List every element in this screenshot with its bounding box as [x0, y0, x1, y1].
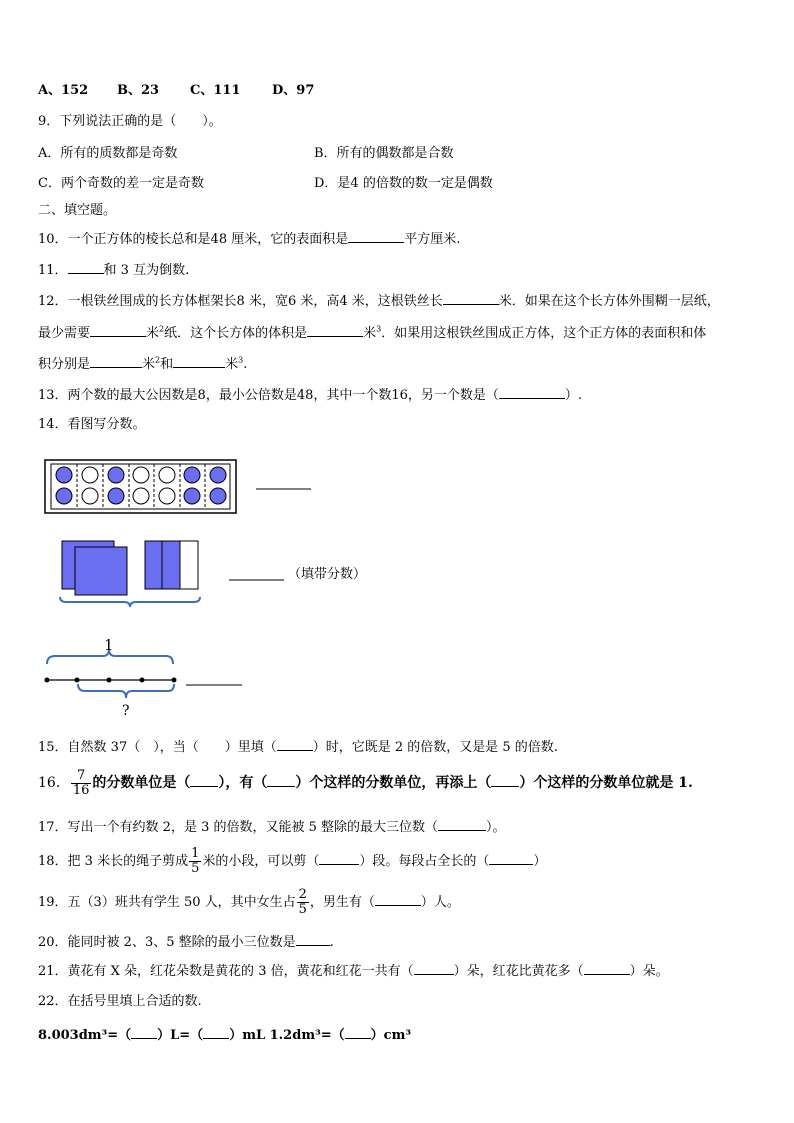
answer-blank[interactable] [489, 851, 533, 865]
q18 [38, 845, 546, 879]
answer-blank[interactable] [267, 773, 295, 787]
q16-text: ）个这样的分数单位，再添上（ [295, 775, 492, 791]
fraction [189, 847, 201, 876]
q12-text: ．如果用这根铁丝围成正方体，这个正方体的表面积和体 [381, 326, 707, 341]
filled-circle [210, 467, 226, 483]
q18-text: 米的小段，可以剪（ [202, 854, 320, 869]
q12-text: 积分别是 [38, 357, 91, 372]
q12-line2 [38, 323, 706, 343]
numerator: 2 [298, 887, 307, 902]
q19 [38, 886, 460, 920]
filled-strip [162, 541, 180, 589]
option-a: A、152 [38, 83, 89, 98]
q12-exponent: 3 [238, 355, 244, 365]
filled-circle [184, 488, 200, 504]
q17-text: ）。 [486, 820, 506, 835]
q12-text: 和 [160, 357, 174, 372]
answer-blank[interactable] [499, 385, 565, 399]
q18-text: ） [533, 854, 547, 869]
q20-text: 20．能同时被 2、3、5 整除的最小三位数是 [38, 935, 296, 950]
filled-square [75, 547, 127, 595]
q22-text: ）L=（ [157, 1028, 204, 1043]
q12-text: . [243, 357, 248, 372]
q9-option-b: B．所有的偶数都是合数 [314, 146, 454, 161]
filled-circle [56, 488, 72, 504]
q21-text: 21．黄花有 X 朵，红花朵数是黄花的 3 倍，黄花和红花一共有（ [38, 964, 414, 979]
option-d: D、97 [272, 83, 315, 98]
q10 [38, 229, 460, 249]
q12-line1 [38, 291, 720, 311]
q12-exponent: 3 [376, 324, 382, 334]
answer-blank[interactable] [584, 961, 630, 975]
denominator: 5 [298, 902, 307, 917]
q22-text: ）cm³ [370, 1028, 412, 1043]
answer-blank[interactable] [68, 260, 104, 274]
numerator: 1 [191, 846, 200, 861]
answer-blank[interactable] [131, 1025, 157, 1039]
q19-text: ）人。 [420, 895, 460, 910]
filled-circle [108, 488, 124, 504]
brace [60, 597, 200, 607]
filled-circle [56, 467, 72, 483]
answer-blank[interactable] [203, 1025, 229, 1039]
q12-unit: 米 [146, 326, 160, 341]
bottom-brace [78, 684, 174, 698]
q22-stem: 22．在括号里填上合适的数. [38, 994, 202, 1009]
answer-blank[interactable] [345, 1025, 371, 1039]
q18-text: ）段。每段占全长的（ [359, 854, 490, 869]
q22-text: 8.003dm³=（ [38, 1028, 132, 1043]
denominator: 5 [191, 861, 200, 876]
q16-text: ），有（ [218, 775, 268, 791]
tick-dot [107, 678, 112, 683]
q13-text: ）. [564, 388, 583, 403]
q19-text: ，男生有（ [309, 895, 375, 910]
q9-stem: 9．下列说法正确的是（ ）。 [38, 114, 222, 129]
q15-text: 15．自然数 37（ ），当（ ）里填（ [38, 740, 277, 755]
answer-blank[interactable] [296, 932, 330, 946]
q21 [38, 961, 669, 981]
brace-label: 1 [104, 636, 114, 654]
tick-dot [140, 678, 145, 683]
q20 [38, 932, 334, 952]
q16-text: ）个这样的分数单位就是 1. [519, 775, 693, 791]
q10-text: 10．一个正方体的棱长总和是48 厘米，它的表面积是 [38, 232, 349, 247]
q13 [38, 385, 582, 405]
q13-text: 13．两个数的最大公因数是8，最小公倍数是48，其中一个数16，另一个数是（ [38, 388, 499, 403]
q14-stem: 14．看图写分数。 [38, 417, 146, 432]
q22-text: ）mL 1.2dm³=（ [229, 1028, 345, 1043]
filled-circle [210, 488, 226, 504]
number-line-figure [40, 636, 250, 720]
tick-dot [45, 678, 50, 683]
q12-exponent: 2 [155, 355, 161, 365]
q15 [38, 737, 558, 757]
q21-text: ）朵。 [629, 964, 669, 979]
q18-text: 18．把 3 米长的绳子剪成 [38, 854, 189, 869]
answer-blank[interactable] [277, 737, 313, 751]
q19-text: 19．五（3）班共有学生 50 人，其中女生占 [38, 895, 296, 910]
q12-unit: 米 [142, 357, 156, 372]
option-b: B、23 [117, 83, 160, 98]
q12-text: 12．一根铁丝围成的长方体框架长8 米，宽6 米，高4 米，这根铁丝长 [38, 294, 443, 309]
fraction [71, 769, 92, 798]
q10-unit: 平方厘米. [404, 232, 461, 247]
option-c: C、111 [190, 83, 241, 98]
q9-option-c: C．两个奇数的差一定是奇数 [38, 176, 204, 191]
q15-text: ）时，它既是 2 的倍数，又是是 5 的倍数. [312, 740, 558, 755]
q16-text: 的分数单位是（ [92, 775, 191, 791]
q16 [38, 766, 693, 800]
answer-blank[interactable] [90, 323, 146, 337]
empty-circle [133, 488, 149, 504]
empty-circle [82, 467, 98, 483]
q17 [38, 817, 506, 837]
answer-blank[interactable] [438, 817, 486, 831]
mixed-number-note: （填带分数） [288, 567, 367, 582]
filled-circle [184, 467, 200, 483]
q21-text: ）朵，红花比黄花多（ [453, 964, 584, 979]
question-mark: ? [122, 703, 130, 719]
answer-blank[interactable] [90, 354, 142, 368]
q9-option-a: A．所有的质数都是奇数 [38, 146, 178, 161]
tick-dot [75, 678, 80, 683]
answer-blank[interactable] [319, 851, 359, 865]
answer-blank[interactable] [307, 323, 363, 337]
tick-dot [172, 678, 177, 683]
filled-strip [145, 541, 162, 589]
answer-blank[interactable] [173, 354, 225, 368]
answer-blank[interactable] [348, 229, 404, 243]
q12-line3 [38, 354, 247, 374]
denominator: 16 [72, 782, 90, 798]
q12-unit: 米 [363, 326, 377, 341]
filled-circle [108, 467, 124, 483]
answer-blank[interactable] [443, 291, 499, 305]
numerator: 7 [76, 767, 86, 783]
q17-text: 17．写出一个有约数 2，是 3 的倍数，又能被 5 整除的最大三位数（ [38, 820, 439, 835]
q11 [38, 260, 189, 280]
empty-circle [159, 467, 175, 483]
empty-circle [133, 467, 149, 483]
q12-text: 纸．这个长方体的体积是 [164, 326, 308, 341]
q12-exponent: 2 [159, 324, 165, 334]
answer-blank[interactable] [375, 892, 421, 906]
answer-blank[interactable] [414, 961, 454, 975]
circle-grid-figure [44, 459, 324, 517]
q16-number: 16． [38, 775, 70, 791]
q9-option-d: D．是4 的倍数的数一定是偶数 [314, 176, 493, 191]
q11-text: 和 3 互为倒数. [103, 263, 190, 278]
q12-text: 最少需要 [38, 326, 91, 341]
empty-circle [159, 488, 175, 504]
q12-text: 米．如果在这个长方体外围糊一层纸， [498, 294, 720, 309]
q12-unit: 米 [225, 357, 239, 372]
q22-conversions [38, 1025, 411, 1045]
section-title: 二、填空题。 [38, 203, 117, 218]
q20-text: . [329, 935, 334, 950]
empty-circle [82, 488, 98, 504]
answer-blank[interactable] [491, 773, 519, 787]
answer-blank[interactable] [190, 773, 218, 787]
q11-number: 11． [38, 263, 68, 278]
fraction [297, 888, 309, 917]
